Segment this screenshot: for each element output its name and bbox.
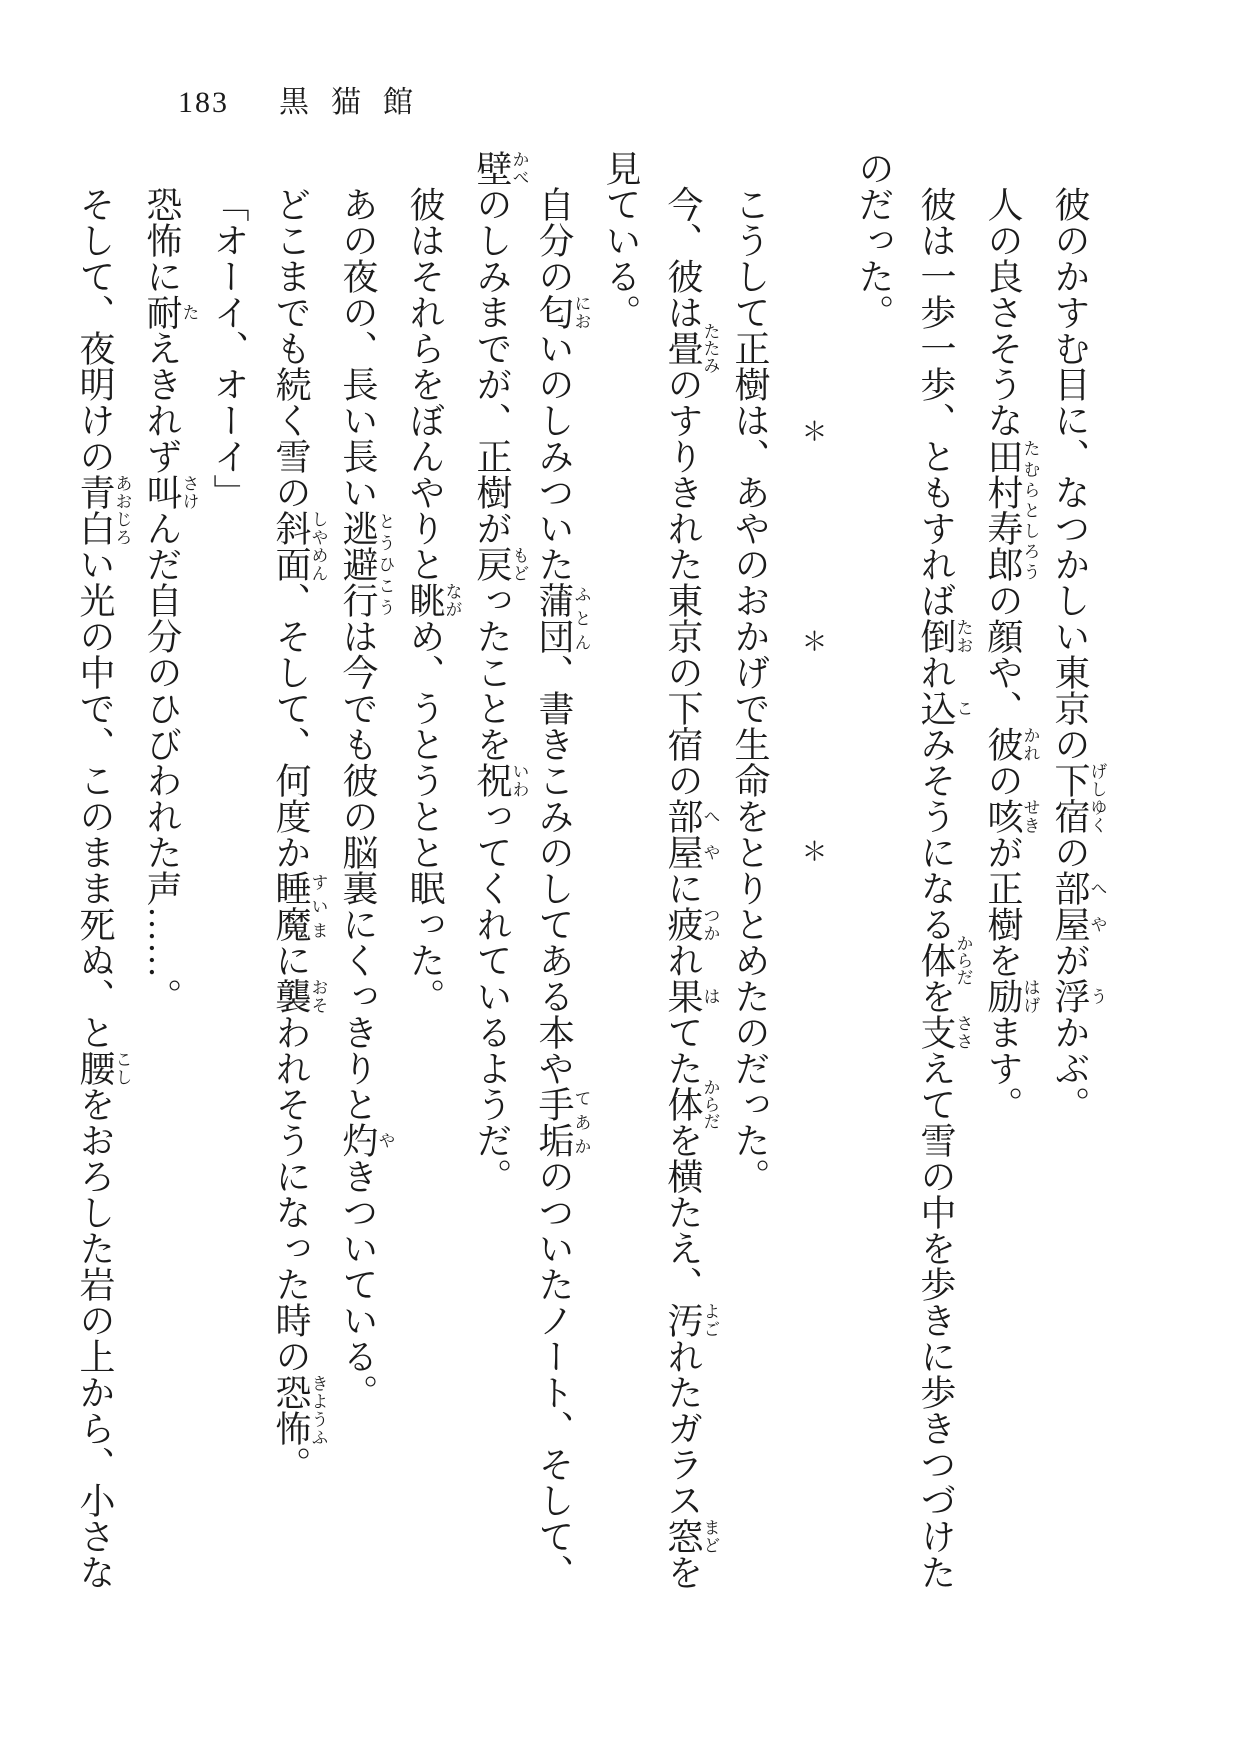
ruby-annotated-word: 睡魔すいま bbox=[271, 870, 328, 942]
ruby-annotated-word: 浮う bbox=[1050, 978, 1107, 1014]
ruby-annotated-word: 逃避行とうひこう bbox=[338, 510, 395, 618]
ruby-annotated-word: 部屋へや bbox=[1050, 870, 1107, 942]
paragraph-6: 今、彼は畳たたみのすりきれた東京の下宿の部屋へやに疲つかれ果はてた体からだを横たえ、汚よごれたガラス窓まどを見ている。 bbox=[601, 150, 720, 1590]
ruby-annotated-word: 汚よご bbox=[663, 1302, 720, 1338]
ruby-annotated-word: 恐怖きようふ bbox=[271, 1374, 328, 1446]
paragraph-9: あの夜の、長い長い逃避行とうひこうは今でも彼の脳裏にくっきりと灼やきついている。 bbox=[338, 186, 395, 1410]
ruby-annotated-word: 窓まど bbox=[663, 1518, 720, 1554]
paragraph-11: 「オーイ、オーイ」 bbox=[209, 186, 249, 510]
ruby-annotated-word: 体からだ bbox=[916, 934, 973, 986]
ruby-annotated-word: 手垢てあか bbox=[534, 1086, 591, 1158]
ruby-annotated-word: 襲おそ bbox=[271, 978, 328, 1014]
section-separator bbox=[781, 150, 843, 1590]
paragraph-1: 彼のかすむ目に、なつかしい東京の下宿げしゆくの部屋へやが浮うかぶ。 bbox=[1050, 186, 1107, 1122]
ruby-annotated-word: 蒲団ふとん bbox=[534, 582, 591, 654]
ruby-annotated-word: 腰こし bbox=[75, 1050, 132, 1086]
paragraph-8: 彼はそれらをぼんやりと眺ながめ、うとうとと眠った。 bbox=[405, 186, 462, 1014]
book-title: 黒猫館 bbox=[279, 86, 435, 119]
ruby-annotated-word: 咳せき bbox=[983, 798, 1040, 834]
paragraph-10: どこまでも続く雪の斜面しやめん、そして、何度か睡魔すいまに襲おそわれそうになった時の恐怖きようふ。 bbox=[271, 186, 328, 1482]
ruby-annotated-word: 励はげ bbox=[983, 978, 1040, 1014]
ruby-annotated-word: 戻もど bbox=[472, 546, 529, 582]
ruby-annotated-word: 込こ bbox=[916, 690, 973, 726]
ruby-annotated-word: 灼や bbox=[338, 1122, 395, 1158]
page-number: 183 bbox=[178, 86, 229, 119]
paragraph-2: 人の良さそうな田村寿郎たむらとしろうの顔や、彼かれの咳せきが正樹を励はげます。 bbox=[983, 186, 1040, 1122]
ruby-annotated-word: 支ささ bbox=[916, 1014, 973, 1050]
paragraph-13: そして、夜明けの青白あおじろい光の中で、このまま死ぬ、と腰こしをおろした岩の上から、小さな bbox=[75, 186, 132, 1590]
paragraph-5: こうして正樹は、あやのおかげで生命をとりとめたのだった。 bbox=[730, 186, 770, 1194]
body-text bbox=[64, 150, 1106, 1590]
ruby-annotated-word: 壁かべ bbox=[472, 150, 529, 186]
ruby-annotated-word: 青白あおじろ bbox=[75, 474, 132, 546]
separator-asterisk: ＊ bbox=[798, 628, 827, 654]
paragraph-3: 彼は一歩一歩、ともすれば倒たおれ込こみそうになる体からだを支ささえて雪の中を歩きに歩きつづけたのだった。 bbox=[854, 150, 973, 1590]
ruby-annotated-word: 体からだ bbox=[663, 1078, 720, 1130]
ruby-annotated-word: 部屋へや bbox=[663, 798, 720, 870]
ruby-annotated-word: 耐た bbox=[142, 294, 199, 330]
ruby-annotated-word: 叫さけ bbox=[142, 474, 199, 510]
separator-asterisk: ＊ bbox=[798, 418, 827, 444]
ruby-annotated-word: 彼かれ bbox=[983, 726, 1040, 762]
ruby-annotated-word: 果は bbox=[663, 978, 720, 1014]
ruby-annotated-word: 斜面しやめん bbox=[271, 510, 328, 582]
running-head bbox=[178, 86, 435, 120]
ruby-annotated-word: 下宿げしゆく bbox=[1050, 762, 1107, 834]
ruby-annotated-word: 倒たお bbox=[916, 618, 973, 654]
separator-asterisk: ＊ bbox=[798, 838, 827, 864]
ruby-annotated-word: 疲つか bbox=[663, 906, 720, 942]
paragraph-12: 恐怖に耐たえきれず叫さけんだ自分のひびわれた声……。 bbox=[142, 186, 199, 1014]
paragraph-7: 自分の匂においのしみついた蒲団ふとん、書きこみのしてある本や手垢てあかのついたノート、そして、壁かべのしみまでが、正樹が戻もどったことを祝いわってくれているようだ。 bbox=[472, 150, 591, 1590]
ruby-annotated-word: 匂にお bbox=[534, 294, 591, 330]
ruby-annotated-word: 眺なが bbox=[405, 582, 462, 618]
ruby-annotated-word: 田村寿郎たむらとしろう bbox=[983, 438, 1040, 582]
ruby-annotated-word: 祝いわ bbox=[472, 762, 529, 798]
ruby-annotated-word: 畳たたみ bbox=[663, 322, 720, 374]
